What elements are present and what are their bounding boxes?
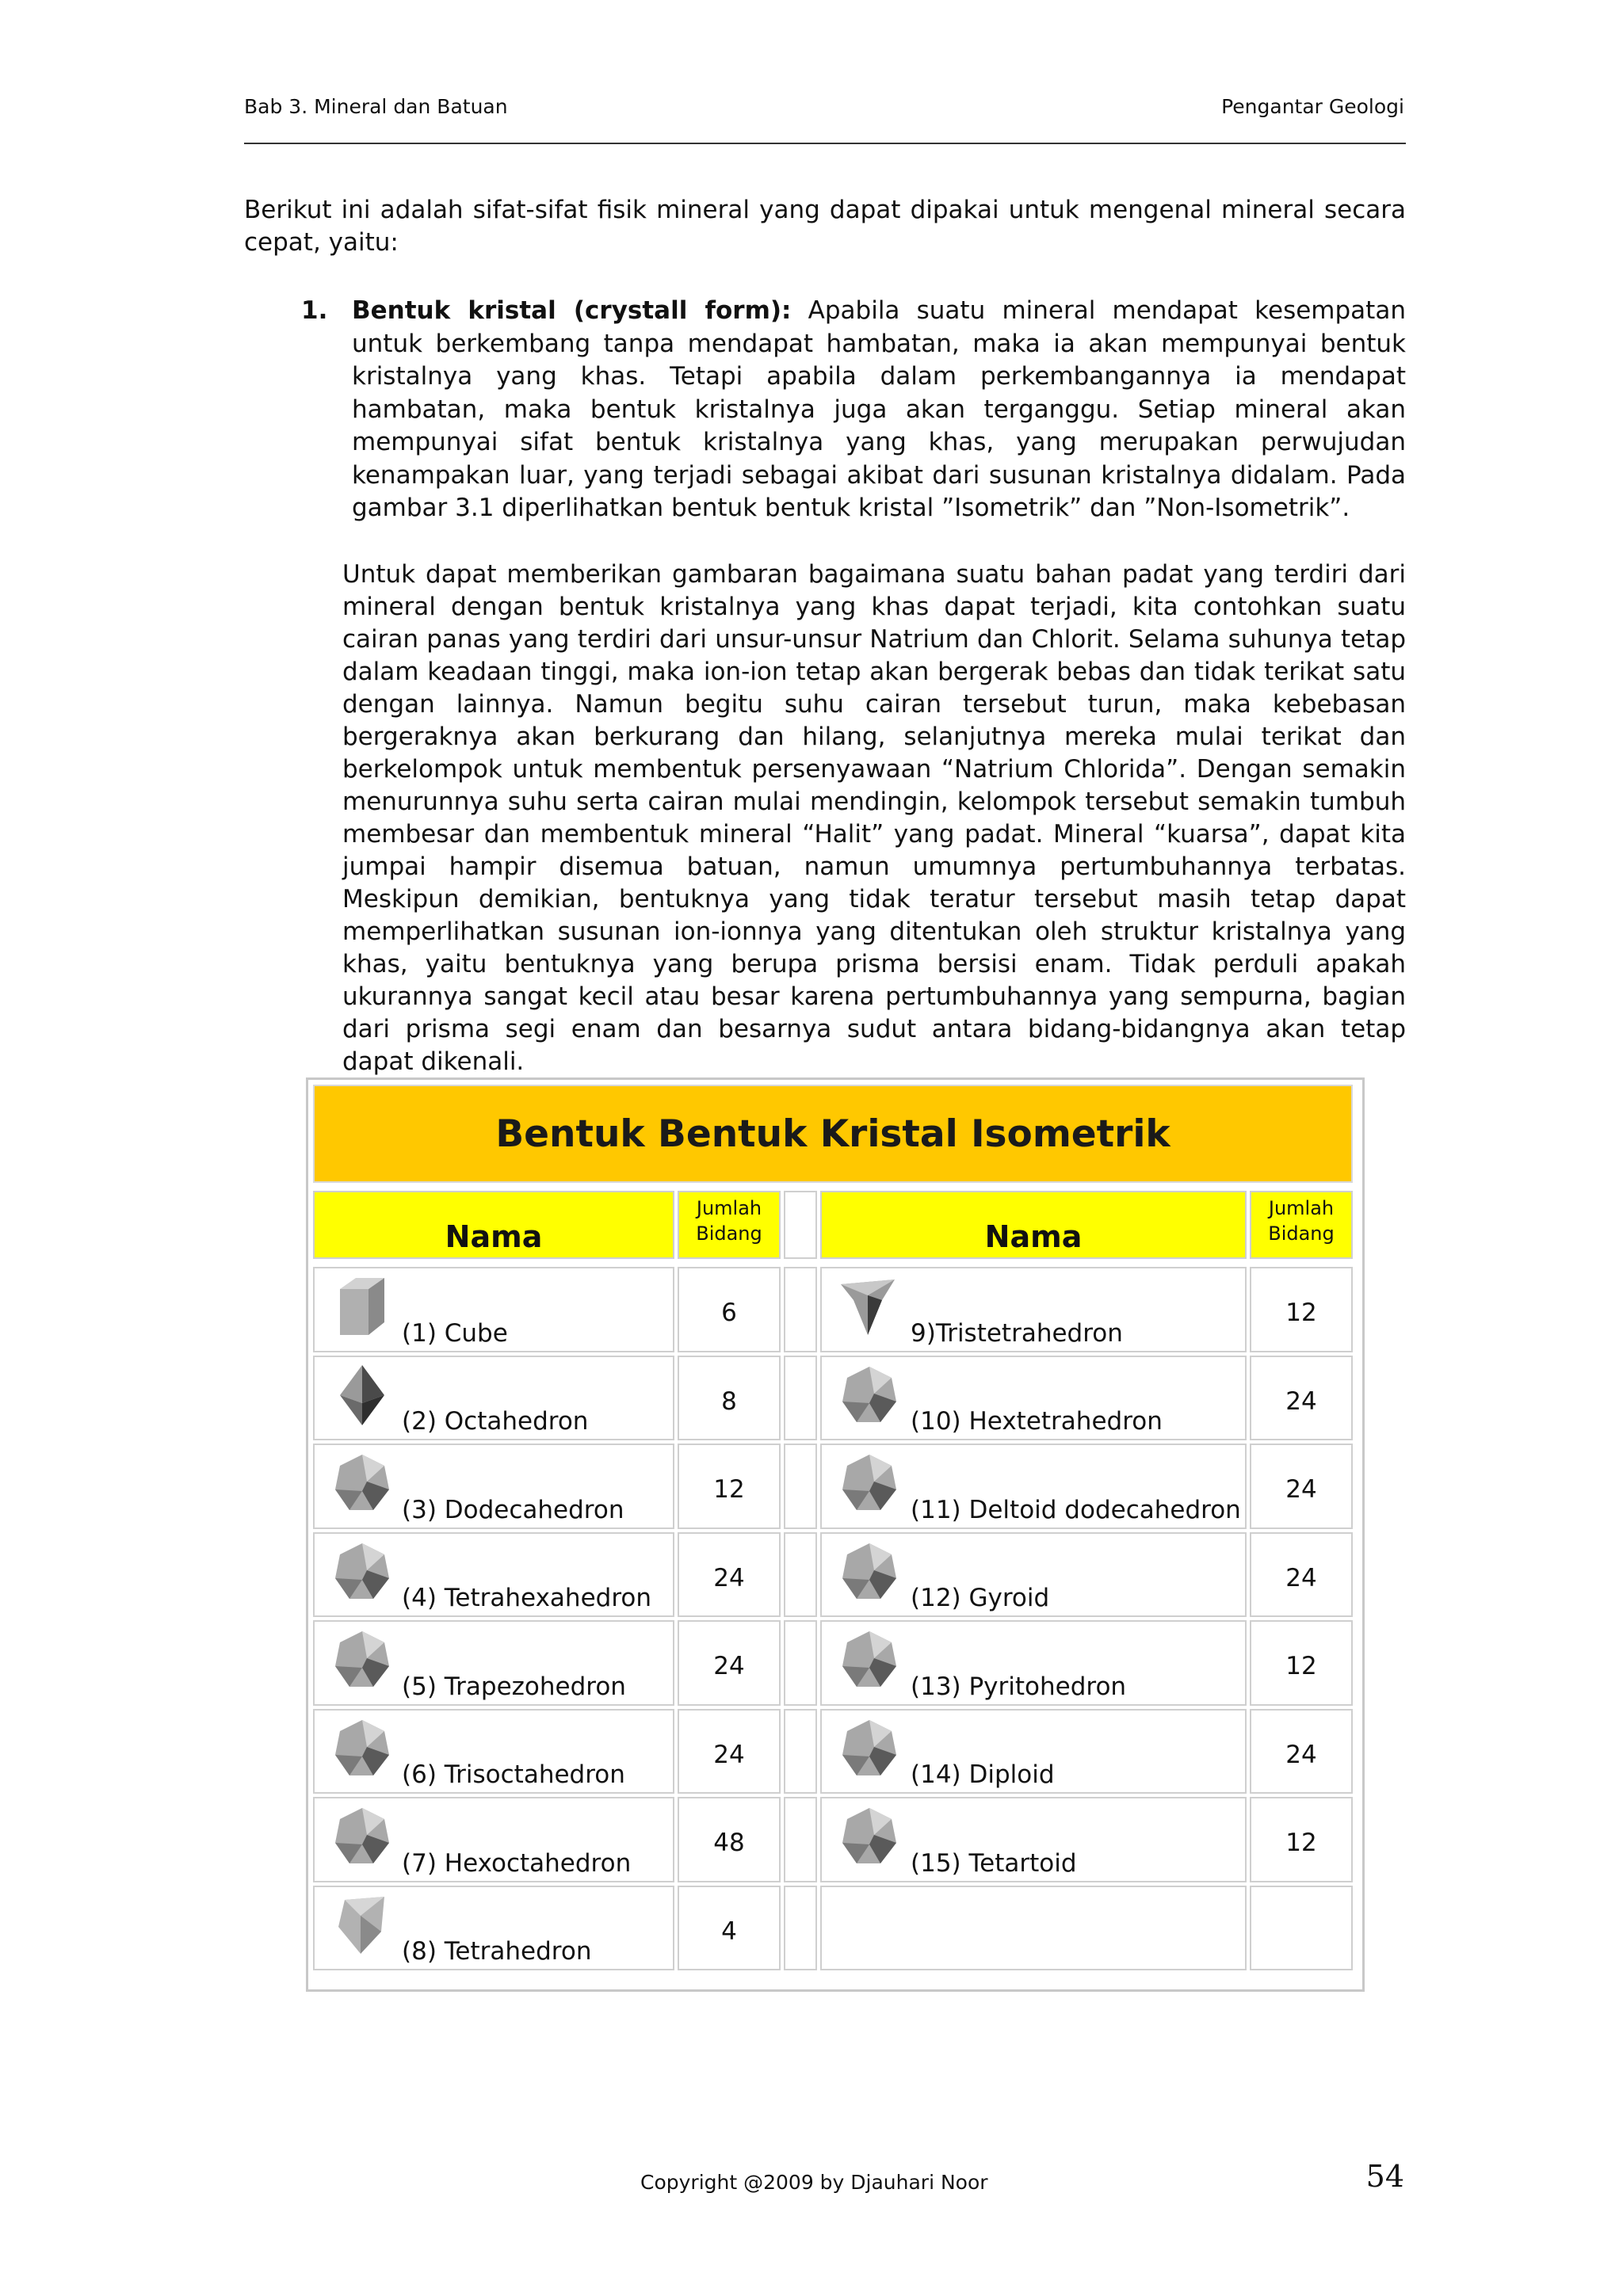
face-count-cell	[678, 1797, 781, 1882]
face-count-cell	[1250, 1267, 1353, 1352]
list-item-body	[352, 295, 1406, 525]
face-count-cell	[678, 1356, 781, 1441]
tetartoid-icon	[836, 1803, 903, 1870]
face-count: 8	[721, 1386, 737, 1416]
crystal-name-cell	[313, 1620, 674, 1706]
list-item-title: Bentuk kristal (crystall form):	[352, 296, 792, 325]
crystal-table	[306, 1077, 1365, 1992]
crystal-name-cell	[313, 1886, 674, 1971]
table-title: Bentuk Bentuk Kristal Isometrik	[313, 1085, 1353, 1183]
face-count-cell	[678, 1532, 781, 1618]
crystal-name-cell	[313, 1356, 674, 1441]
face-count-cell	[1250, 1532, 1353, 1618]
list-number: 1.	[301, 296, 328, 325]
face-count-cell	[678, 1709, 781, 1794]
crystal-name: (1) Cube	[402, 1318, 508, 1348]
face-count-cell	[678, 1267, 781, 1352]
crystal-name: (14) Diploid	[911, 1760, 1055, 1789]
gyroid-icon	[836, 1539, 903, 1605]
list-item-text: Apabila suatu mineral mendapat kesempatan untuk berkembang tanpa mendapat hambatan, maka ia akan mempunyai bentuk kristalnya yang khas. Tetapi apabila dalam perkembangannya ia mendapat hambatan, maka bentuk kristalnya juga akan terganggu. Setiap mineral akan mempunyai sifat bentuk kristalnya yang khas, yang merupakan perwujudan kenampakan luar, yang terjadi sebagai akibat dari susunan kristalnya didalam. Pada gambar 3.1 diperlihatkan bentuk bentuk kristal ”Isometrik” dan ”Non-Isometrik”.	[352, 296, 1406, 522]
header-count-line1: Jumlah	[1268, 1197, 1335, 1219]
dodecahedron-icon	[329, 1450, 395, 1516]
header-count-line2: Bidang	[1268, 1222, 1335, 1245]
crystal-name: (8) Tetrahedron	[402, 1937, 592, 1966]
body-paragraph: Untuk dapat memberikan gambaran bagaimana suatu bahan padat yang terdiri dari mineral dengan bentuk kristalnya yang khas dapat terjadi, kita contohkan suatu cairan panas yang terdiri dari unsur-unsur Natrium dan Chlorit. Selama suhunya tetap dalam keadaan tinggi, maka ion-ion tetap akan bergerak bebas dan tidak terikat satu dengan lainnya. Namun begitu suhu cairan tersebut turun, maka kebebasan bergeraknya akan berkurang dan hilang, selanjutnya mereka mulai terikat dan berkelompok untuk membentuk persenyawaan “Natrium Chlorida”. Dengan semakin menurunnya suhu serta cairan mulai mendingin, kelompok tersebut semakin tumbuh membesar dan membentuk mineral “Halit” yang padat. Mineral “kuarsa”, dapat kita jumpai hampir disemua batuan, namun umumnya pertumbuhannya terbatas. Meskipun demikian, bentuknya yang tidak teratur tersebut masih tetap dapat memperlihatkan susunan ion-ionnya yang ditentukan oleh struktur kristalnya yang khas, yaitu bentuknya yang berupa prisma bersisi enam. Tidak perduli apakah ukurannya sangat kecil atau besar karena pertumbuhannya yang sempurna, bagian dari prisma segi enam dan besarnya sudut antara bidang-bidangnya akan tetap dapat dikenali.	[342, 560, 1406, 1076]
list-item-crystal-form	[301, 295, 1406, 525]
header-name-right: Nama	[820, 1191, 1247, 1259]
page-number: 54	[1365, 2159, 1404, 2194]
crystal-name-cell	[313, 1267, 674, 1352]
face-count-cell	[1250, 1620, 1353, 1706]
spacer-cell	[784, 1191, 817, 1259]
face-count: 24	[1285, 1475, 1317, 1504]
face-count: 12	[1285, 1299, 1317, 1327]
footer-copyright: Copyright @2009 by Djauhari Noor	[640, 2171, 988, 2194]
face-count-cell	[1250, 1356, 1353, 1441]
trisoctahedron-icon	[329, 1715, 395, 1782]
face-count: 24	[713, 1740, 745, 1769]
running-header-chapter: Bab 3. Mineral dan Batuan	[244, 95, 508, 118]
face-count: 6	[721, 1299, 737, 1327]
spacer-cell	[784, 1444, 817, 1529]
crystal-name: (11) Deltoid dodecahedron	[911, 1495, 1241, 1524]
face-count-cell	[678, 1444, 781, 1529]
crystal-name: (12) Gyroid	[911, 1584, 1050, 1612]
cube-icon	[329, 1273, 395, 1340]
header-count-left	[678, 1191, 781, 1259]
face-count: 24	[713, 1652, 745, 1680]
crystal-name: (10) Hextetrahedron	[911, 1407, 1163, 1436]
face-count: 12	[713, 1475, 745, 1504]
face-count: 24	[1285, 1386, 1317, 1416]
crystal-name-cell	[313, 1797, 674, 1882]
header-count-right	[1250, 1191, 1353, 1259]
hextetrahedron-icon	[836, 1362, 903, 1428]
face-count: 24	[1285, 1563, 1317, 1592]
pyritohedron-icon	[836, 1627, 903, 1693]
crystal-name-cell	[820, 1444, 1247, 1529]
crystal-name: (7) Hexoctahedron	[402, 1848, 632, 1878]
face-count: 12	[1285, 1829, 1317, 1857]
header-count-line2: Bidang	[696, 1222, 762, 1245]
header-rule	[244, 143, 1406, 144]
crystal-name: (13) Pyritohedron	[911, 1672, 1127, 1701]
crystal-name-cell	[313, 1532, 674, 1618]
crystal-name-cell	[820, 1532, 1247, 1618]
face-count: 48	[713, 1829, 745, 1857]
face-count: 4	[721, 1917, 737, 1946]
face-count: 24	[713, 1563, 745, 1592]
running-header-book: Pengantar Geologi	[1221, 95, 1404, 118]
face-count-cell	[1250, 1886, 1353, 1971]
crystal-name-cell	[313, 1709, 674, 1794]
crystal-name-cell	[820, 1709, 1247, 1794]
spacer-cell	[784, 1620, 817, 1706]
diploid-icon	[836, 1715, 903, 1782]
crystal-name: (2) Octahedron	[402, 1407, 589, 1436]
header-name-left: Nama	[313, 1191, 674, 1259]
trapezohedron-icon	[329, 1627, 395, 1693]
crystal-name: (4) Tetrahexahedron	[402, 1584, 651, 1612]
tetrahexahedron-icon	[329, 1539, 395, 1605]
spacer-cell	[784, 1886, 817, 1971]
crystal-name: (6) Trisoctahedron	[402, 1760, 625, 1789]
face-count-cell	[678, 1620, 781, 1706]
crystal-name-cell	[820, 1267, 1247, 1352]
crystal-name: (3) Dodecahedron	[402, 1495, 624, 1524]
spacer-cell	[784, 1356, 817, 1441]
face-count-cell	[1250, 1709, 1353, 1794]
crystal-name: (5) Trapezohedron	[402, 1672, 626, 1701]
crystal-name: (15) Tetartoid	[911, 1848, 1077, 1878]
hexoctahedron-icon	[329, 1803, 395, 1870]
crystal-name-cell	[820, 1356, 1247, 1441]
crystal-name-cell	[820, 1620, 1247, 1706]
spacer-cell	[784, 1267, 817, 1352]
face-count-cell	[678, 1886, 781, 1971]
deltoid-dodecahedron-icon	[836, 1450, 903, 1516]
face-count-cell	[1250, 1444, 1353, 1529]
intro-paragraph: Berikut ini adalah sifat-sifat fisik mineral yang dapat dipakai untuk mengenal mineral secara cepat, yaitu:	[244, 196, 1406, 257]
tetrahedron-icon	[329, 1892, 395, 1958]
face-count: 12	[1285, 1652, 1317, 1680]
face-count-cell	[1250, 1797, 1353, 1882]
face-count: 24	[1285, 1740, 1317, 1769]
crystal-name: 9)Tristetrahedron	[911, 1318, 1123, 1348]
spacer-cell	[784, 1709, 817, 1794]
crystal-name-cell	[820, 1797, 1247, 1882]
spacer-cell	[784, 1532, 817, 1618]
header-count-line1: Jumlah	[696, 1197, 762, 1219]
octahedron-icon	[329, 1362, 395, 1428]
crystal-name-cell	[313, 1444, 674, 1529]
crystal-name-cell	[820, 1886, 1247, 1971]
tristetrahedron-icon	[836, 1273, 903, 1340]
spacer-cell	[784, 1797, 817, 1882]
